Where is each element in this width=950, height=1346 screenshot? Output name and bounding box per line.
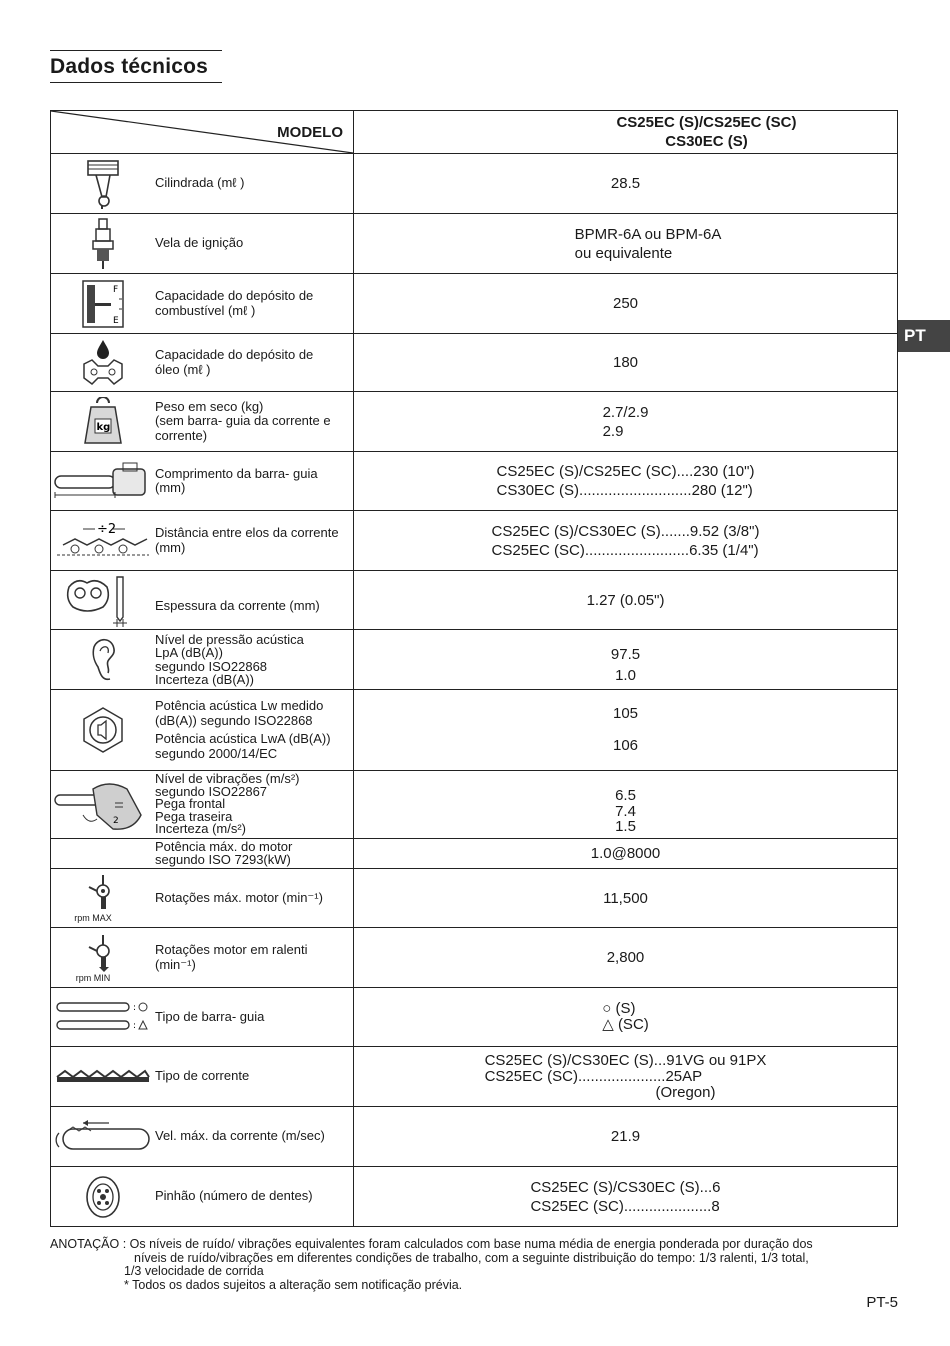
row-value [354, 839, 898, 869]
value-text: 2.7/2.9 [602, 403, 649, 421]
note-line-3: 1/3 velocidade de corrida [124, 1264, 264, 1278]
table-row [51, 1047, 898, 1107]
table-row [51, 274, 898, 334]
row-value [354, 1167, 898, 1227]
row-label: Tipo de corrente [155, 1068, 250, 1084]
value-text: (Oregon) [655, 1083, 716, 1101]
table-row [51, 214, 898, 274]
row-value [354, 452, 898, 511]
table-header-row [51, 111, 898, 154]
table-row [51, 1167, 898, 1227]
svg-text:2: 2 [113, 815, 119, 826]
table-row [51, 511, 898, 571]
svg-text::: : [133, 1021, 137, 1031]
value-text: 250 [612, 295, 639, 312]
value-text: 1.0 [615, 666, 636, 684]
row-label: Potência máx. do motor segundo ISO 7293(kW) [155, 839, 293, 867]
notes [50, 1238, 898, 1292]
value-text: 6.5 [615, 787, 636, 804]
row-label: Tipo de barra- guia [155, 1008, 265, 1024]
table-row [51, 988, 898, 1047]
table-row [51, 928, 898, 988]
guide-bar-type-icon [51, 997, 155, 1037]
value-text: 1.27 (0.05") [586, 591, 665, 609]
models-line-1: CS25EC (S)/CS25EC (SC) [616, 114, 797, 131]
value-text: ○ (S) [602, 1000, 636, 1017]
row-value [354, 690, 898, 771]
value-text: CS25EC (S)/CS30EC (S)...6 [530, 1178, 721, 1196]
value-text: 11,500 [603, 889, 648, 907]
page-title: Dados técnicos [50, 55, 209, 78]
row-value [354, 571, 898, 630]
table-row [51, 869, 898, 928]
value-text: 97.5 [610, 645, 641, 663]
row-label: Cilindrada (mℓ ) [155, 175, 245, 191]
sprocket-icon [51, 1172, 155, 1222]
row-label: Vel. máx. da corrente (m/sec) [155, 1128, 325, 1144]
row-label: Nível de pressão acústica LpA (dB(A)) segundo ISO22868 Incerteza (dB(A)) [155, 631, 304, 687]
model-label: MODELO [277, 124, 343, 141]
svg-text::: : [133, 1003, 137, 1013]
svg-text:E: E [113, 315, 119, 326]
row-label: Espessura da corrente (mm) [155, 597, 320, 613]
row-value [354, 214, 898, 274]
value-text: 7.4 [615, 802, 636, 820]
crankshaft-max-icon [51, 873, 155, 923]
note-line-1: ANOTAÇÃO : Os níveis de ruído/ vibrações equivalentes foram calculados com base numa média de energia ponderada por duração dos [50, 1237, 813, 1251]
chain-pitch-icon [51, 519, 155, 563]
row-label: Potência acústica Lw medido (dB(A)) segundo ISO22868 Potência acústica LwA (dB(A)) segundo 2000/14/EC [155, 698, 331, 761]
value-text: 2,800 [606, 949, 645, 966]
note-line-4: * Todos os dados sujeitos a alteração sem notificação prévia. [124, 1277, 463, 1292]
row-value [354, 1107, 898, 1167]
row-label: Comprimento da barra- guia (mm) [155, 465, 318, 495]
row-label: Vela de ignição [155, 235, 244, 251]
value-text: 2.9 [602, 422, 624, 440]
value-text: △ (SC) [602, 1016, 649, 1033]
table-row [51, 392, 898, 452]
chain-speed-icon [51, 1117, 155, 1157]
table-row [51, 839, 898, 869]
row-value [354, 928, 898, 988]
page-number: PT-5 [866, 1294, 898, 1311]
fuel-gauge-icon [51, 279, 155, 329]
table-row [51, 154, 898, 214]
models-line-2: CS30EC (S) [665, 133, 748, 150]
row-value [354, 869, 898, 928]
weight-kg-icon [51, 397, 155, 447]
svg-text:kg: kg [96, 421, 111, 433]
sound-power-icon [51, 705, 155, 755]
table-row [51, 1107, 898, 1167]
svg-text:÷2: ÷2 [97, 521, 117, 537]
value-text: ou equivalente [574, 244, 673, 262]
piston-icon [51, 157, 155, 211]
oil-drop-icon [51, 338, 155, 388]
value-text: CS30EC (S)...........................280 (12") [496, 482, 753, 499]
row-value [354, 154, 898, 214]
row-label: Nível de vibrações (m/s²) segundo ISO22867 Pega frontal Pega traseira Incerteza (m/s²) [155, 771, 300, 837]
value-text: CS25EC (S)/CS30EC (S)...91VG ou 91PX [484, 1051, 767, 1069]
vibration-icon [51, 775, 155, 835]
table-row [51, 771, 898, 839]
svg-text:F: F [113, 284, 119, 295]
value-text: BPMR-6A ou BPM-6A [574, 225, 722, 243]
row-value [354, 511, 898, 571]
title-rule [50, 50, 222, 83]
row-label: Capacidade do depósito de combustível (mℓ ) [155, 288, 314, 318]
header-left-cell [51, 111, 354, 154]
value-text: 21.9 [610, 1128, 641, 1145]
row-value [354, 988, 898, 1047]
value-text: CS25EC (S)/CS25EC (SC)....230 (10") [496, 463, 755, 480]
crankshaft-min-icon [51, 933, 155, 983]
row-value [354, 392, 898, 452]
table-row [51, 452, 898, 511]
chain-gauge-icon [51, 573, 155, 627]
value-text: 180 [612, 354, 639, 371]
row-value [354, 274, 898, 334]
row-label: Rotações máx. motor (min⁻¹) [155, 889, 323, 905]
rpm-min-caption: rpm MIN [75, 972, 111, 983]
value-text: CS25EC (SC).....................25AP [484, 1067, 703, 1085]
row-value [354, 771, 898, 839]
value-text: CS25EC (SC).........................6.35 (1/4") [491, 541, 759, 559]
ear-icon [51, 635, 155, 685]
row-label: Pinhão (número de dentes) [155, 1188, 313, 1204]
spec-table [50, 110, 898, 1227]
table-row [51, 334, 898, 392]
value-text: 1.0@8000 [590, 845, 661, 862]
spark-plug-icon [51, 217, 155, 271]
value-text: 106 [612, 737, 639, 754]
language-tab: PT [898, 320, 950, 352]
note-line-2: níveis de ruído/vibrações em diferentes condições de trabalho, com a seguinte distribuição do tempo: 1/3 ralenti, 1/3 total, [134, 1250, 809, 1265]
row-value [354, 334, 898, 392]
chain-type-icon [51, 1067, 155, 1087]
value-text: 1.5 [615, 818, 636, 835]
row-label: Capacidade do depósito de óleo (mℓ ) [155, 347, 314, 377]
row-value [354, 1047, 898, 1107]
table-row [51, 630, 898, 690]
header-models-cell [354, 111, 898, 154]
row-value [354, 630, 898, 690]
value-text: 28.5 [610, 175, 641, 192]
row-label: Peso em seco (kg) (sem barra- guia da corrente e corrente) [155, 398, 331, 443]
row-label: Distância entre elos da corrente (mm) [155, 525, 339, 555]
table-row [51, 690, 898, 771]
rpm-max-caption: rpm MAX [74, 913, 112, 923]
value-text: CS25EC (S)/CS30EC (S).......9.52 (3/8") [491, 522, 760, 540]
value-text: 105 [612, 705, 639, 722]
value-text: CS25EC (SC).....................8 [530, 1197, 720, 1215]
chainsaw-bar-icon [51, 461, 155, 501]
table-row [51, 571, 898, 630]
row-label: Rotações motor em ralenti (min⁻¹) [155, 942, 308, 972]
